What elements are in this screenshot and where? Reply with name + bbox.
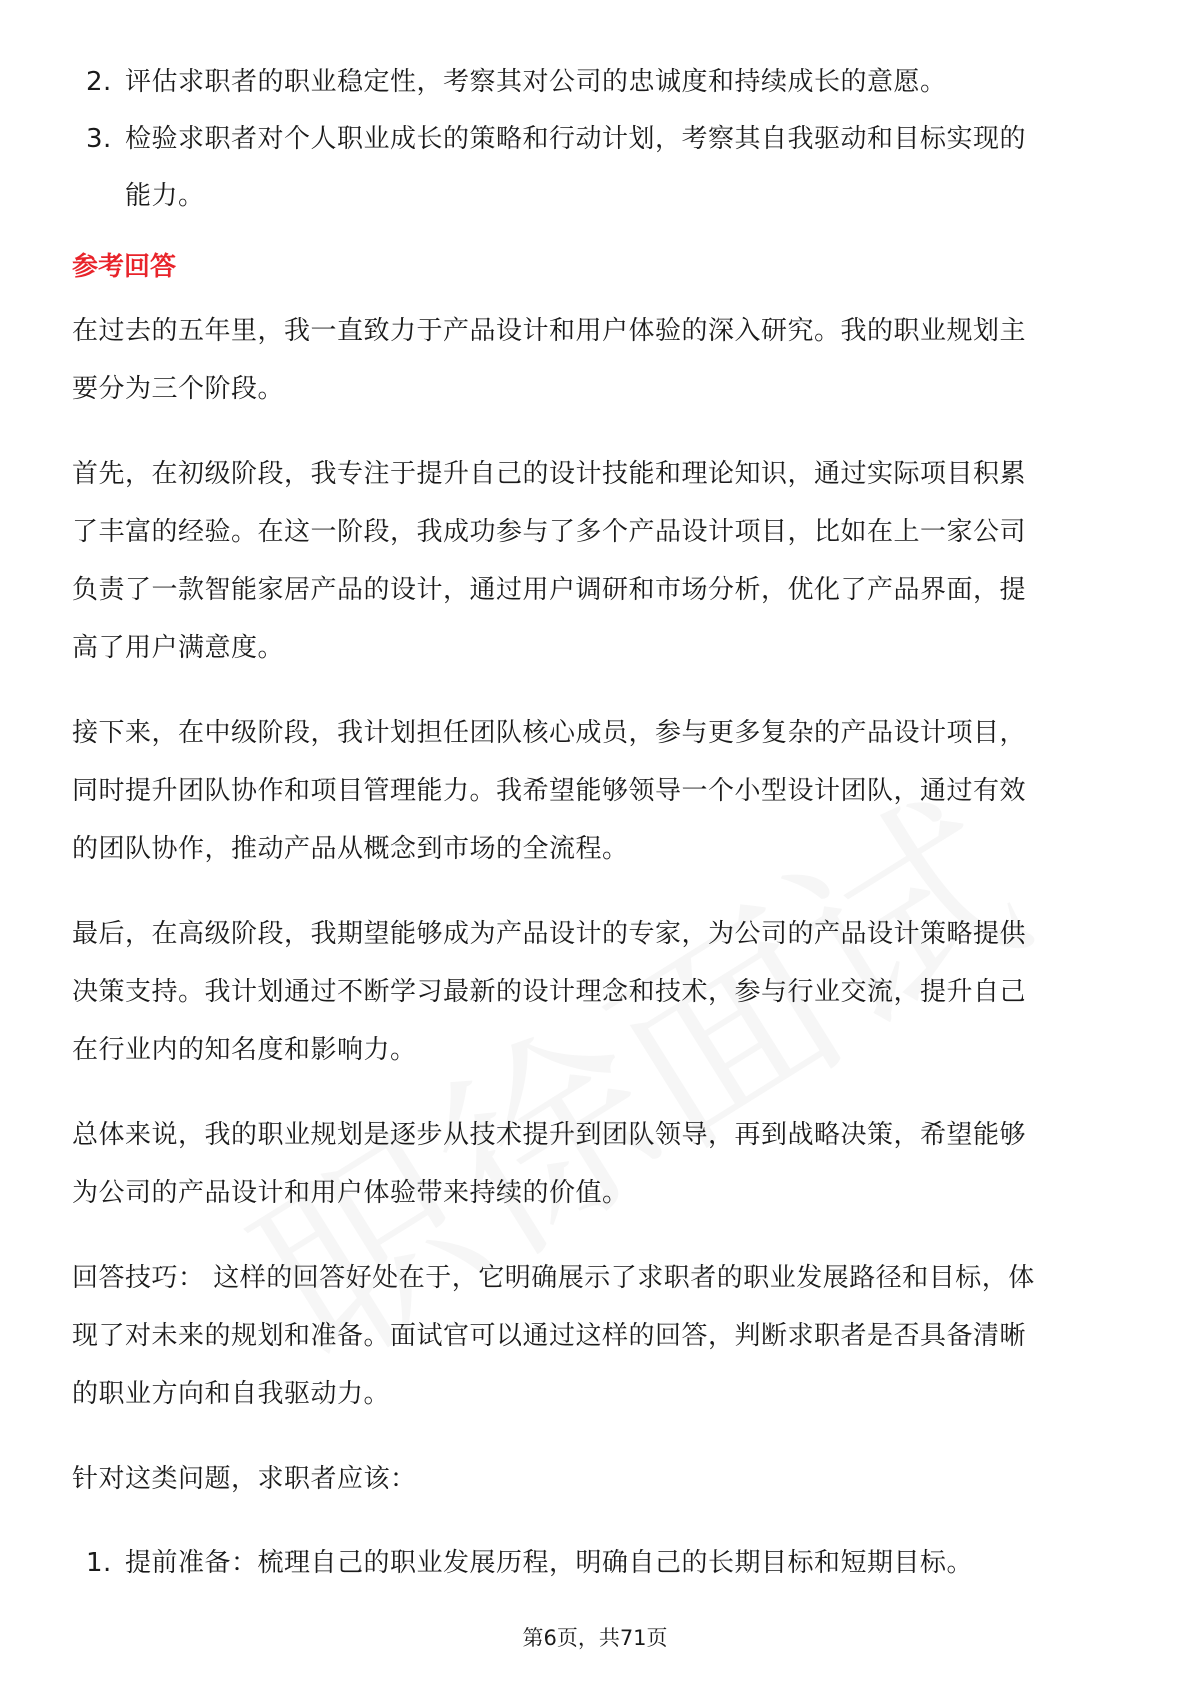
paragraph xyxy=(72,445,1118,677)
paragraph xyxy=(72,1450,1118,1508)
list-number: 1. xyxy=(86,1548,112,1578)
text-line: 了丰富的经验。在这一阶段，我成功参与了多个产品设计项目，比如在上一家公司 xyxy=(72,517,1027,547)
list-number: 2. xyxy=(86,67,112,97)
section-title: 参考回答 xyxy=(72,252,177,282)
list-number: 3. xyxy=(86,124,112,154)
page-footer: 第6页，共71页 xyxy=(522,1626,668,1650)
text-line: 在行业内的知名度和影响力。 xyxy=(72,1035,417,1065)
text-line: 首先，在初级阶段，我专注于提升自己的设计技能和理论知识，通过实际项目积累 xyxy=(72,459,1027,489)
text-line: 最后，在高级阶段，我期望能够成为产品设计的专家，为公司的产品设计策略提供 xyxy=(72,919,1027,949)
text-line: 的职业方向和自我驱动力。 xyxy=(72,1379,391,1409)
top-numbered-list xyxy=(72,54,1118,225)
list-item-text: 检验求职者对个人职业成长的策略和行动计划，考察其自我驱动和目标实现的 xyxy=(125,124,1027,154)
text-line: 现了对未来的规划和准备。面试官可以通过这样的回答，判断求职者是否具备清晰 xyxy=(72,1321,1027,1351)
text-line: 回答技巧： 这样的回答好处在于，它明确展示了求职者的职业发展路径和目标，体 xyxy=(72,1263,1035,1293)
text-line: 接下来，在中级阶段，我计划担任团队核心成员，参与更多复杂的产品设计项目， xyxy=(72,718,1027,748)
text-line: 总体来说，我的职业规划是逐步从技术提升到团队领导，再到战略决策，希望能够 xyxy=(72,1120,1027,1150)
list-item xyxy=(72,111,1118,225)
text-line: 的团队协作，推动产品从概念到市场的全流程。 xyxy=(72,834,629,864)
list-item-text: 能力。 xyxy=(125,181,205,211)
text-line: 要分为三个阶段。 xyxy=(72,374,285,404)
text-line: 负责了一款智能家居产品的设计，通过用户调研和市场分析，优化了产品界面，提 xyxy=(72,575,1027,605)
paragraph xyxy=(72,1249,1118,1423)
text-line: 高了用户满意度。 xyxy=(72,633,285,663)
document-page xyxy=(72,54,1118,1592)
text-line: 同时提升团队协作和项目管理能力。我希望能够领导一个小型设计团队，通过有效 xyxy=(72,776,1027,806)
list-item xyxy=(72,54,1118,111)
bottom-numbered-list xyxy=(72,1535,1118,1592)
paragraph xyxy=(72,704,1118,878)
text-line: 决策支持。我计划通过不断学习最新的设计理念和技术，参与行业交流，提升自己 xyxy=(72,977,1027,1007)
text-line: 针对这类问题，求职者应该： xyxy=(72,1464,417,1494)
text-line: 为公司的产品设计和用户体验带来持续的价值。 xyxy=(72,1178,629,1208)
paragraph xyxy=(72,905,1118,1079)
paragraph xyxy=(72,1106,1118,1222)
text-line: 在过去的五年里，我一直致力于产品设计和用户体验的深入研究。我的职业规划主 xyxy=(72,316,1027,346)
list-item-text: 提前准备：梳理自己的职业发展历程，明确自己的长期目标和短期目标。 xyxy=(125,1548,974,1578)
paragraph xyxy=(72,302,1118,418)
list-item-text: 评估求职者的职业稳定性，考察其对公司的忠诚度和持续成长的意愿。 xyxy=(125,67,947,97)
list-item xyxy=(72,1535,1118,1592)
